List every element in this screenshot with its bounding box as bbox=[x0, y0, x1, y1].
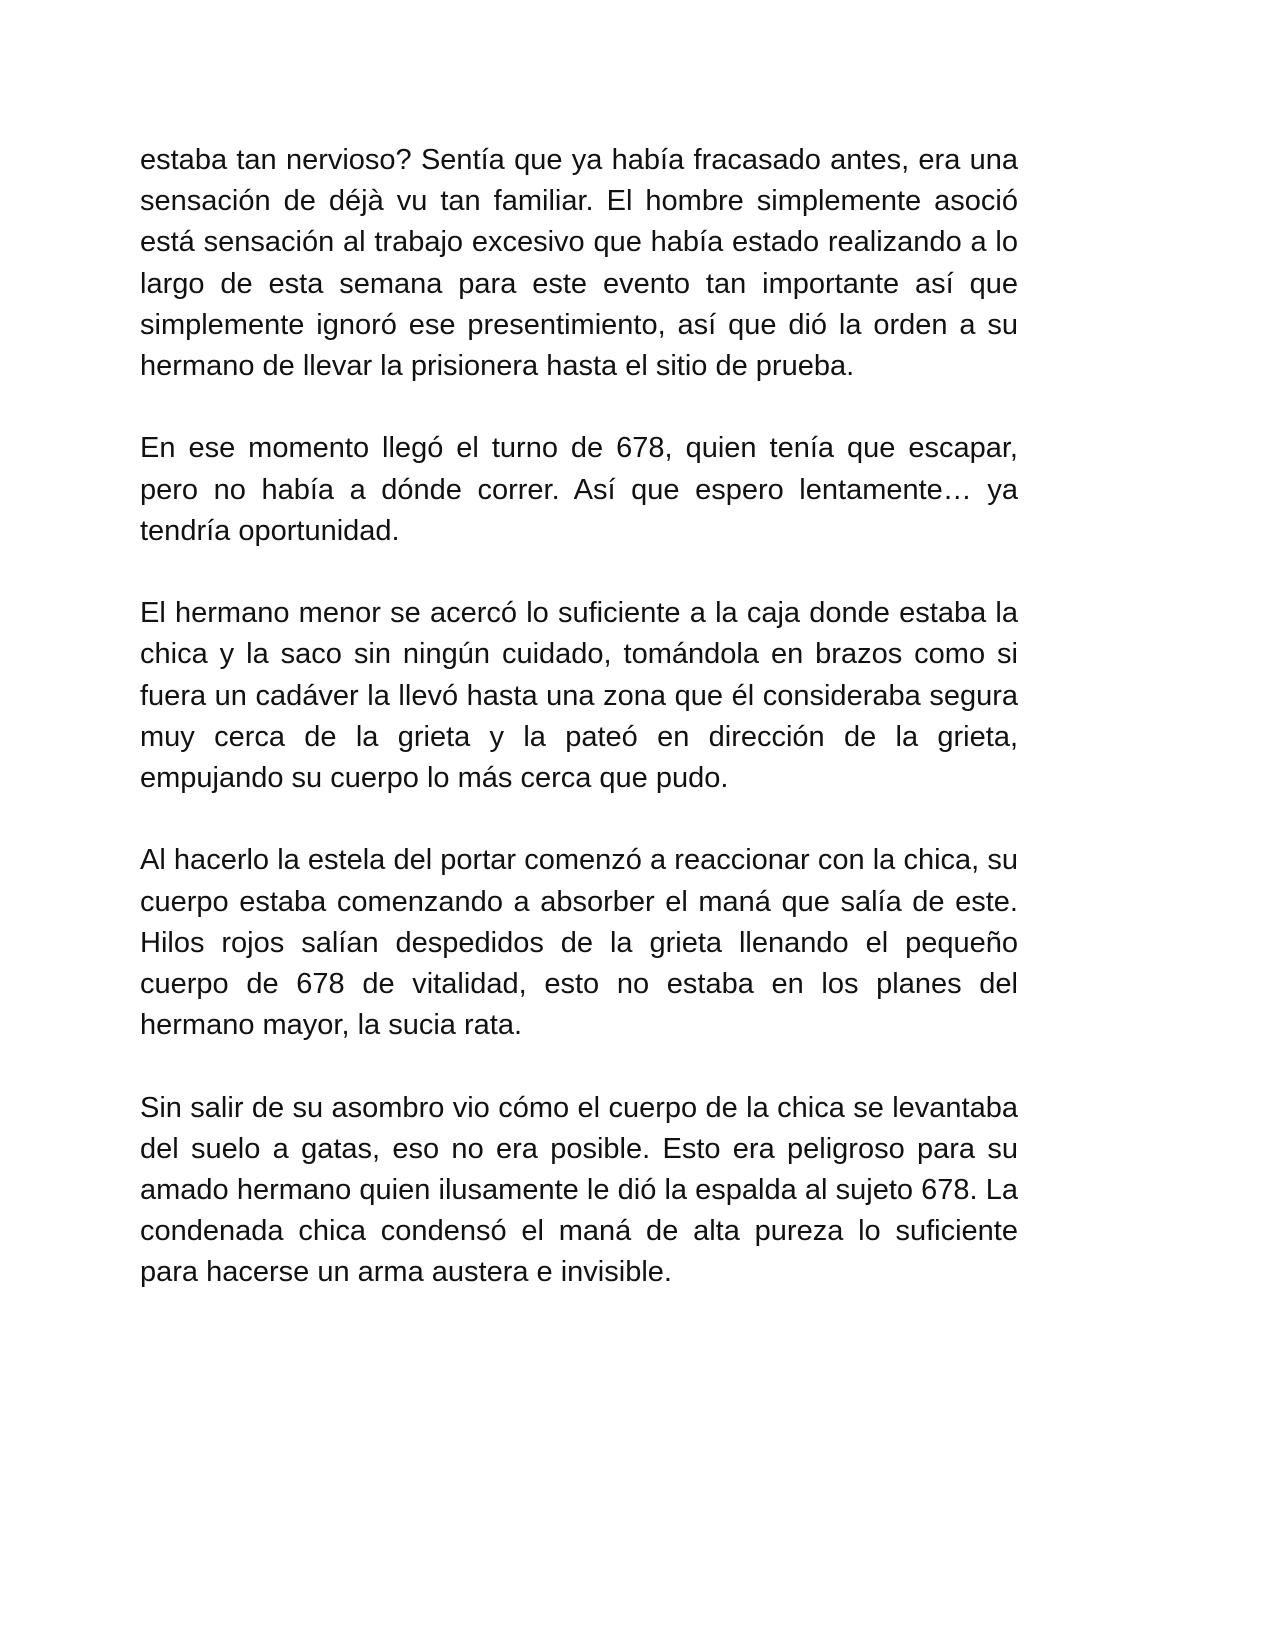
paragraph: estaba tan nervioso? Sentía que ya había fracasado antes, era una sensación de déjà vu tan familiar. El hombre simplemente asoció está sensación al trabajo excesivo que había estado realizando a lo largo de esta semana para este evento tan importante así que simplemente ignoró ese presentimiento, así que dió la orden a su hermano de llevar la prisionera hasta el sitio de prueba. bbox=[140, 144, 1018, 383]
document-body bbox=[140, 140, 1018, 1294]
paragraph: Al hacerlo la estela del portar comenzó a reaccionar con la chica, su cuerpo estaba comenzando a absorber el maná que salía de este. Hilos rojos salían despedidos de la grieta llenando el pequeño cuerpo de 678 de vitalidad, esto no estaba en los planes del hermano mayor, la sucia rata. bbox=[140, 844, 1018, 1042]
paragraph: En ese momento llegó el turno de 678, quien tenía que escapar, pero no había a dónde correr. Así que espero lentamente… ya tendría oportunidad. bbox=[140, 432, 1018, 547]
paragraph: El hermano menor se acercó lo suficiente a la caja donde estaba la chica y la saco sin ningún cuidado, tomándola en brazos como si fuera un cadáver la llevó hasta una zona que él consideraba segura muy cerca de la grieta y la pateó en dirección de la grieta, empujando su cuerpo lo más cerca que pudo. bbox=[140, 597, 1018, 795]
paragraph: Sin salir de su asombro vio cómo el cuerpo de la chica se levantaba del suelo a gatas, eso no era posible. Esto era peligroso para su amado hermano quien ilusamente le dió la espalda al sujeto 678. La condenada chica condensó el maná de alta pureza lo suficiente para hacerse un arma austera e invisible. bbox=[140, 1091, 1018, 1289]
